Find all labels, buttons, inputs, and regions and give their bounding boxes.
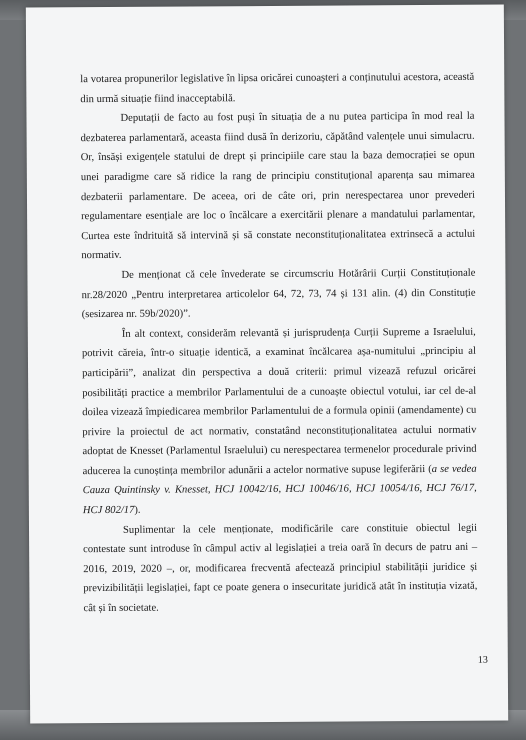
paragraph-3 [81,264,475,325]
paragraph-2-text: Deputații de facto au fost puși în situația de a nu putea participa în mod real la dezbaterea parlamentară, aceasta fiind dusă în derizoriu, căpătând valențele unui simulacru. Or, însăși exigențele statului de drept și principiile care stau la baza democrației se opun unei paradigme care să ridice la rang de principiu constituțional aparența sau mimarea dezbaterii parlamentare. De aceea, ori de câte ori, prin nerespectarea unor prevederi regulamentare esențiale are loc o încălcare a exercitării plenare a mandatului parlamentar, Curtea este îndrituită să intervină și să constate neconstituționalitatea extrinsecă a actului normativ. [80,110,476,262]
paragraph-4 [82,322,477,520]
paragraph-4-text: În alt context, considerăm relevantă și jurisprudența Curții Supreme a Israelului, potrivit căreia, într-o situație identică, a examinat încălcarea așa-numitului „principiu al participării”, analizat din perspectiva a două criterii: primul vizează refuzul oricărei posibilități practice a membrilor Parlamentului de a cunoaște obiectul votului, iar cel de-al doilea vizează împiedicarea membrilor Parlamentului de a formula opinii (amendamente) cu privire la proiectul de act normativ, constatând neconstituționalitatea actului normativ adoptat de Knesset (Parlamentul Israelului) cu nerespectarea termenelor procedurale privind aducerea la cunoștința membrilor adunării a actelor normative supuse legiferării ( [81,326,477,478]
page-number: 13 [477,654,488,666]
document-body [80,68,477,619]
case-citation: a se vedea Cauza Quintinsky v. Knesset, HCJ 10042/16, HCJ 10046/16, HCJ 10054/16, HCJ 76/17, HCJ 802/17 [82,463,477,517]
paragraph-5-text: Suplimentar la cele menționate, modificările care constituie obiectul legii contestate sunt introduse în câmpul activ al legislației a treia oară în decurs de patru ani – 2016, 2019, 2020 –, or, modificarea frecventă afectează principiul stabilității juridice și previzibilității legislației, fapt ce poate genera o insecuritate juridică atât în instituția vizată, cât și în societate. [83,522,478,615]
paragraph-1 [80,68,474,110]
paragraph-5 [83,518,478,618]
paragraph-4-closing: ). [134,504,141,516]
paragraph-3-text: De menționat că cele învederate se circumscriu Hotărârii Curții Constituționale nr.28/2020 „Pentru interpretarea articolelor 64, 72, 73, 74 și 131 alin. (4) din Constituție (sesizarea nr. 59b/2020)”. [81,267,476,321]
paragraph-1-text: la votarea propunerilor legislative în lipsa oricărei cunoașteri a conținutului acestora, această din urmă situație fiind inacceptabilă. [80,71,475,105]
paragraph-2 [80,107,475,266]
paper-sheet [26,5,508,724]
